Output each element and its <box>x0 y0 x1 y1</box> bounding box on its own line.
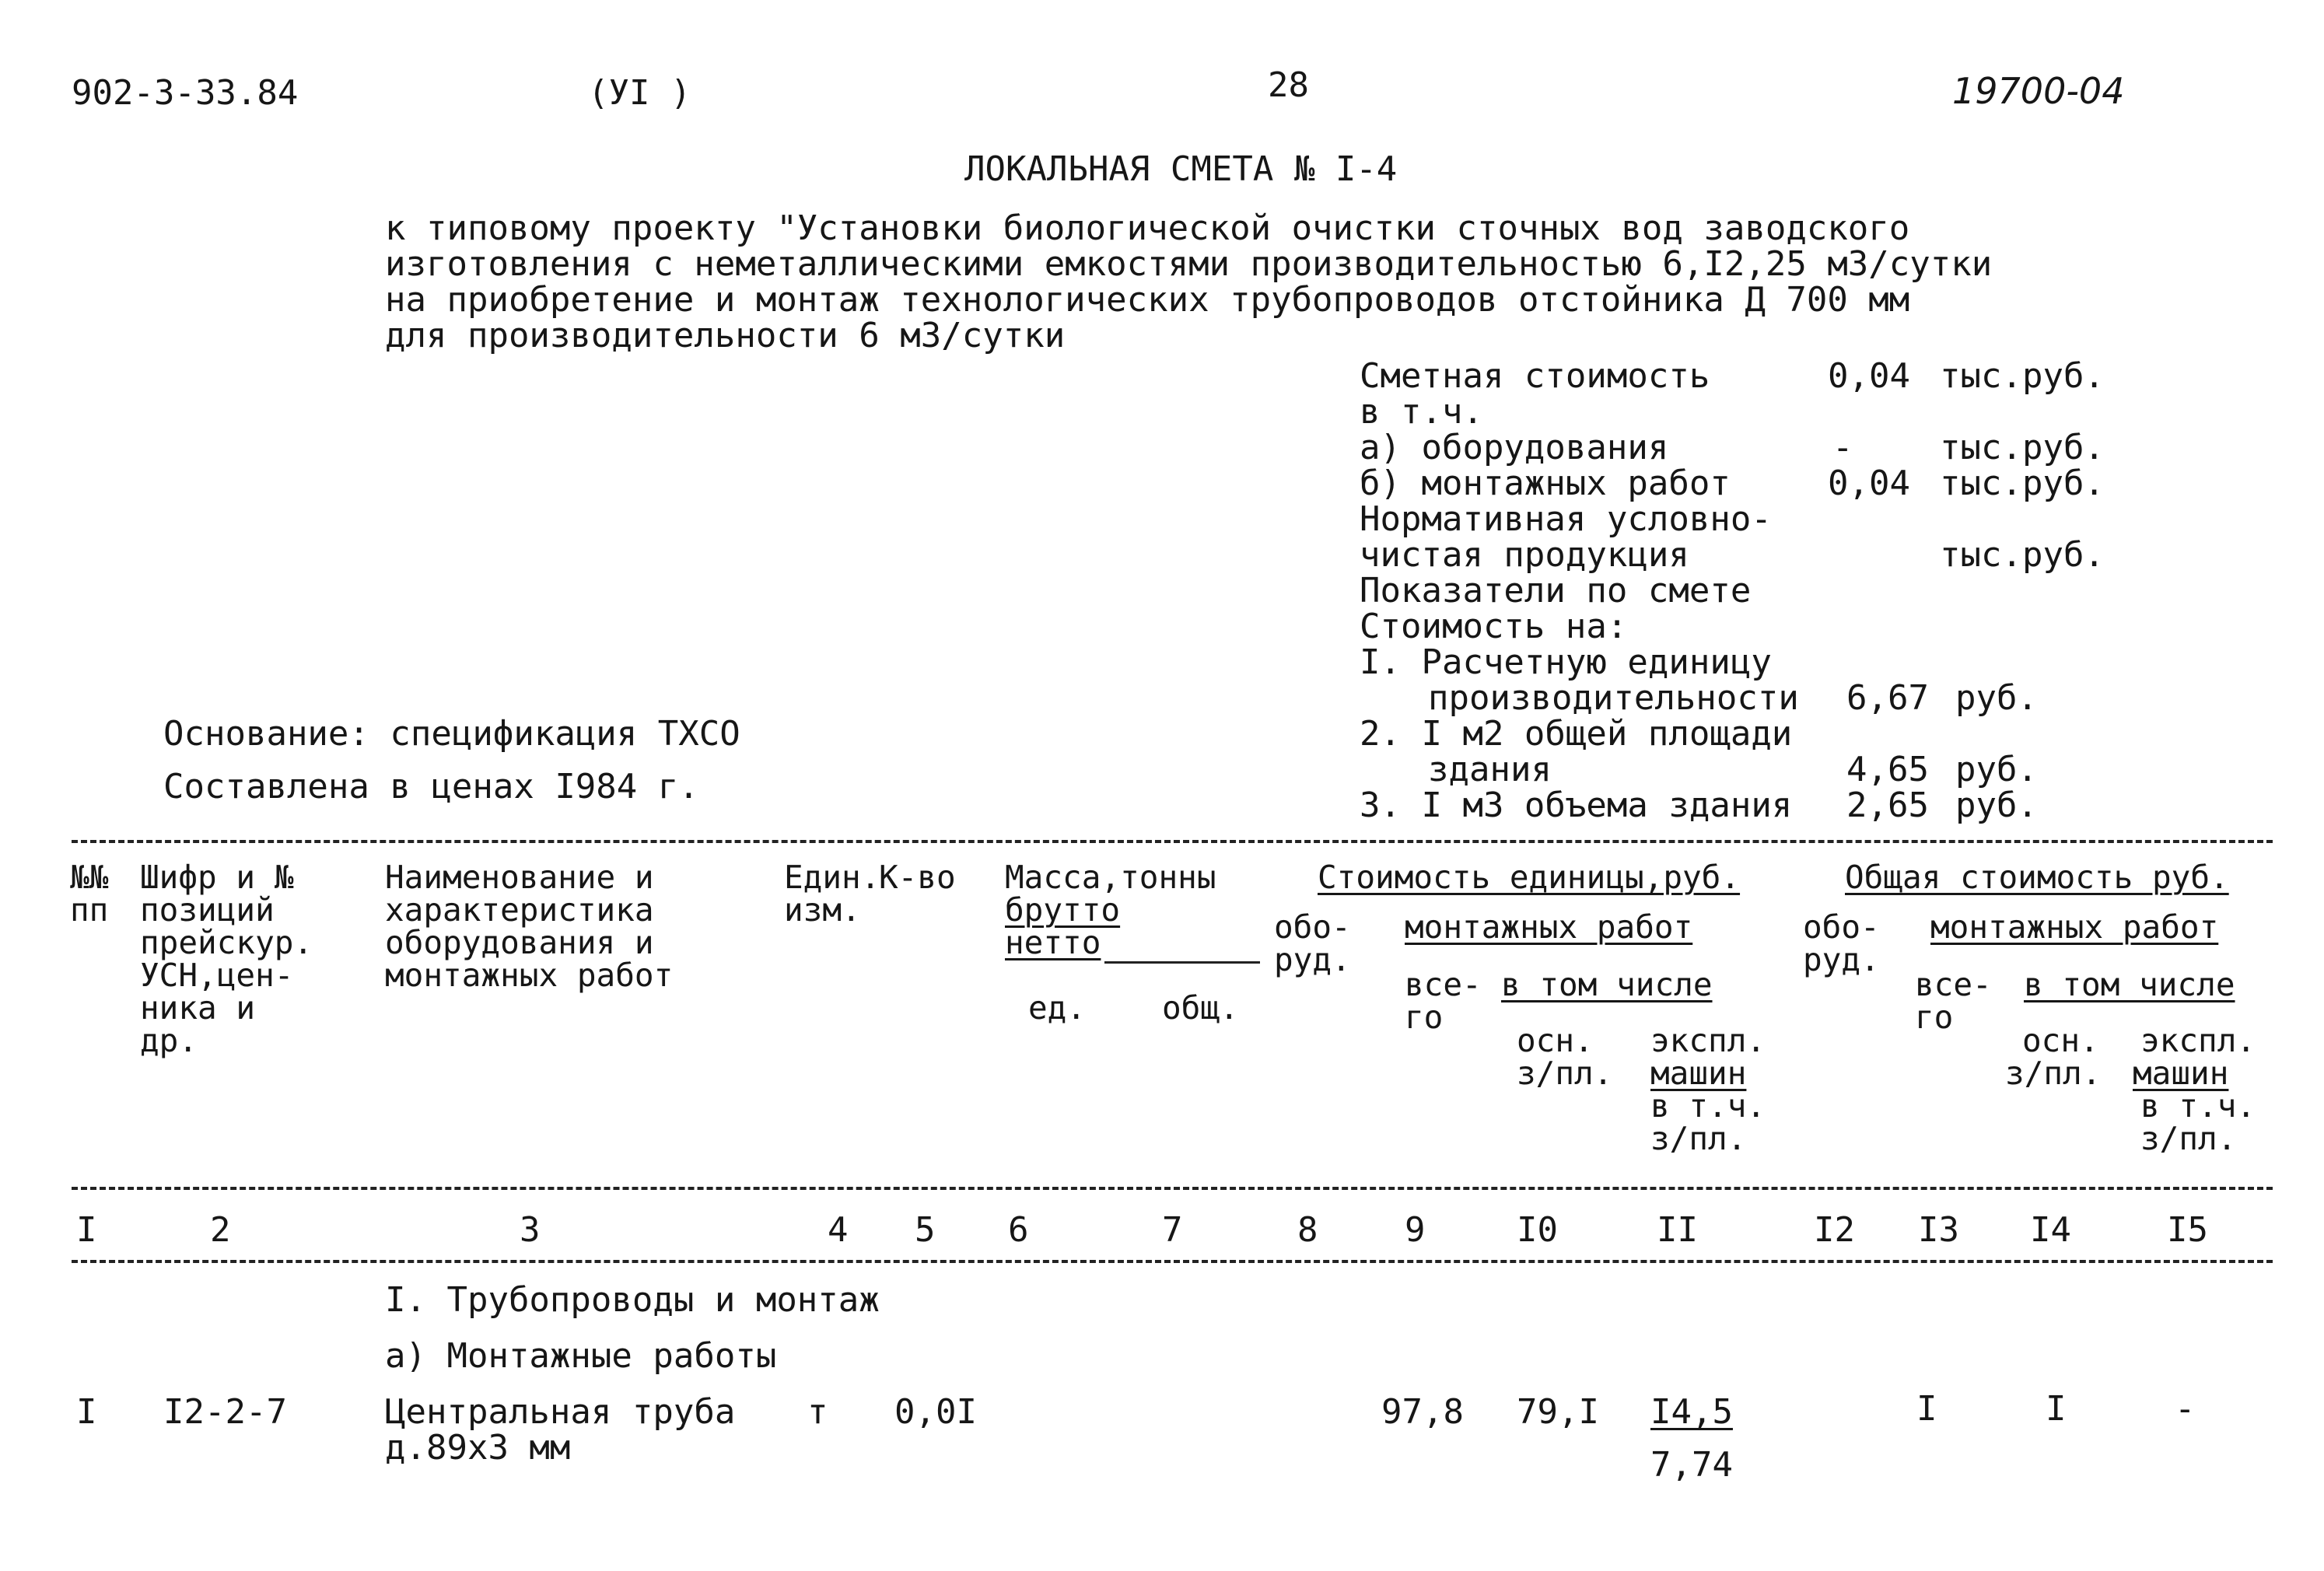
row-install-total: 97,8 <box>1381 1392 1464 1432</box>
total-machines-header-a: экспл. <box>2140 1022 2256 1059</box>
col-2-header-f: др. <box>140 1022 198 1059</box>
per-unit-header: ед. <box>1028 989 1087 1027</box>
install-works-header: монтажных работ <box>1405 908 1693 946</box>
unit-cost-header: Стоимость единицы,руб. <box>1318 859 1741 896</box>
page-number: 28 <box>1268 65 1309 105</box>
mass-dash-rule <box>1104 961 1260 964</box>
column-number-5: 5 <box>915 1210 936 1250</box>
row-quantity: 0,0I <box>894 1392 977 1432</box>
col-4-header-b: изм. <box>784 891 861 929</box>
col-2-header-b: позиций <box>140 891 275 929</box>
header-bottom-rule <box>72 1187 2273 1190</box>
total-all-header-b: го <box>1915 999 1954 1036</box>
total-all-header-a: все- <box>1915 966 1992 1003</box>
installation-label: б) монтажных работ <box>1360 464 1731 503</box>
column-number-11: II <box>1657 1210 1698 1250</box>
mass-header: Масса,тонны <box>1005 859 1216 896</box>
row-name-line-2: д.89х3 мм <box>385 1428 571 1468</box>
row-unit: т <box>807 1392 828 1432</box>
prices-text: Составлена в ценах I984 г. <box>163 767 699 806</box>
machines-header-c: в т.ч. <box>1650 1087 1766 1125</box>
gross-header: брутто <box>1005 891 1121 929</box>
total-install-works-header: монтажных работ <box>1930 908 2219 946</box>
estimated-cost-label: Сметная стоимость <box>1360 356 1710 396</box>
subtitle-line-3: на приобретение и монтаж технологических трубопроводов отстойника Д 700 мм <box>385 280 1910 320</box>
total-base-wage-header-a: осн. <box>2022 1022 2099 1059</box>
col-4-header-a: Един. <box>784 859 880 896</box>
all-header-b: го <box>1405 999 1444 1036</box>
total-including-header: в том числе <box>2024 966 2235 1003</box>
column-number-6: 6 <box>1008 1210 1029 1250</box>
total-base-wage-header-b: з/пл. <box>2005 1055 2102 1092</box>
installation-value: 0,04 <box>1828 464 1910 503</box>
indicator-3-unit: руб. <box>1955 786 2038 825</box>
col-1-header-b: пп <box>70 891 109 929</box>
normative-label-2: чистая продукция <box>1360 535 1689 575</box>
col-2-header-a: Шифр и № <box>140 859 294 896</box>
total-mass-header: общ. <box>1162 989 1239 1027</box>
column-number-15: I5 <box>2167 1210 2208 1250</box>
row-code: I2-2-7 <box>163 1392 287 1432</box>
indicator-1-unit: руб. <box>1955 678 2038 718</box>
column-number-3: 3 <box>520 1210 541 1250</box>
indicator-2-value: 4,65 <box>1846 750 1929 789</box>
subsection-title: а) Монтажные работы <box>385 1336 777 1376</box>
column-number-2: 2 <box>210 1210 231 1250</box>
column-number-4: 4 <box>828 1210 849 1250</box>
col-5-header: К-во <box>879 859 956 896</box>
inventory-number: 19700-04 <box>1952 70 2125 112</box>
installation-unit: тыс.руб. <box>1940 464 2105 503</box>
total-equipment-header-a: обо- <box>1803 908 1880 946</box>
col-3-header-d: монтажных работ <box>385 957 674 994</box>
indicator-3-value: 2,65 <box>1846 786 1929 825</box>
basis-text: Основание: спецификация ТХСО <box>163 714 740 754</box>
machines-header-d: з/пл. <box>1650 1120 1747 1157</box>
equipment-header-a: обо- <box>1274 908 1351 946</box>
row-machines: I4,5 <box>1650 1392 1733 1432</box>
row-base-wage: 79,I <box>1517 1392 1599 1432</box>
indicator-2-unit: руб. <box>1955 750 2038 789</box>
cost-for-label: Стоимость на: <box>1360 607 1628 646</box>
col-3-header-c: оборудования и <box>385 924 654 961</box>
col-3-header-a: Наименование и <box>385 859 654 896</box>
indicator-2-line-2: здания <box>1428 750 1552 789</box>
row-machines-wage: 7,74 <box>1650 1445 1733 1485</box>
indicators-label: Показатели по смете <box>1360 571 1752 611</box>
equipment-label: а) оборудования <box>1360 428 1669 467</box>
page-title: ЛОКАЛЬНАЯ СМЕТА № I-4 <box>964 149 1398 189</box>
equipment-unit: тыс.руб. <box>1940 428 2105 467</box>
col-2-header-c: прейскур. <box>140 924 313 961</box>
row-total-machines: - <box>2175 1389 2196 1429</box>
document-code: 902-3-33.84 <box>72 73 299 113</box>
indicator-2-line-1: 2. I м2 общей площади <box>1360 714 1793 754</box>
section-title: I. Трубопроводы и монтаж <box>385 1280 880 1320</box>
total-machines-header-d: з/пл. <box>2140 1120 2237 1157</box>
column-number-10: I0 <box>1517 1210 1558 1250</box>
subtitle-line-4: для производительности 6 м3/сутки <box>385 316 1066 355</box>
col-3-header-b: характеристика <box>385 891 654 929</box>
indicator-1-line-1: I. Расчетную единицу <box>1360 642 1772 682</box>
including-label: в т.ч. <box>1360 392 1483 432</box>
estimated-cost-unit: тыс.руб. <box>1940 356 2105 396</box>
machines-header-b: машин <box>1650 1055 1747 1092</box>
equipment-header-b: руд. <box>1274 941 1351 978</box>
base-wage-header-b: з/пл. <box>1517 1055 1613 1092</box>
row-total-install: I <box>1916 1389 1937 1429</box>
base-wage-header-a: осн. <box>1517 1022 1594 1059</box>
col-2-header-e: ника и <box>140 989 256 1027</box>
column-number-9: 9 <box>1405 1210 1426 1250</box>
col-2-header-d: УСН,цен- <box>140 957 294 994</box>
indicator-1-value: 6,67 <box>1846 678 1929 718</box>
normative-unit: тыс.руб. <box>1940 535 2105 575</box>
column-number-1: I <box>76 1210 97 1250</box>
all-header-a: все- <box>1405 966 1482 1003</box>
indicator-1-line-2: производительности <box>1428 678 1799 718</box>
subtitle-line-1: к типовому проекту "Установки биологической очистки сточных вод заводского <box>385 208 1910 248</box>
col-1-header-a: №№ <box>70 859 109 896</box>
column-number-7: 7 <box>1162 1210 1183 1250</box>
normative-label-1: Нормативная условно- <box>1360 499 1772 539</box>
row-name-line-1: Центральная труба <box>385 1392 736 1432</box>
equipment-value: - <box>1832 428 1853 467</box>
album-number: (УI ) <box>588 73 691 113</box>
numbers-bottom-rule <box>72 1260 2273 1263</box>
column-number-13: I3 <box>1918 1210 1959 1250</box>
estimated-cost-value: 0,04 <box>1828 356 1910 396</box>
table-top-rule <box>72 840 2273 843</box>
net-header: нетто <box>1005 924 1101 961</box>
column-number-14: I4 <box>2030 1210 2071 1250</box>
subtitle-line-2: изготовления с неметаллическими емкостями производительностью 6,I2,25 м3/сутки <box>385 244 1993 284</box>
total-machines-header-c: в т.ч. <box>2140 1087 2256 1125</box>
total-equipment-header-b: руд. <box>1803 941 1880 978</box>
total-machines-header-b: машин <box>2133 1055 2229 1092</box>
column-number-8: 8 <box>1297 1210 1318 1250</box>
row-number: I <box>76 1392 97 1432</box>
including-header: в том числе <box>1501 966 1713 1003</box>
indicator-3-label: 3. I м3 объема здания <box>1360 786 1793 825</box>
machines-header-a: экспл. <box>1650 1022 1766 1059</box>
total-cost-header: Общая стоимость руб. <box>1845 859 2229 896</box>
column-number-12: I2 <box>1814 1210 1855 1250</box>
row-total-base-wage: I <box>2046 1389 2067 1429</box>
